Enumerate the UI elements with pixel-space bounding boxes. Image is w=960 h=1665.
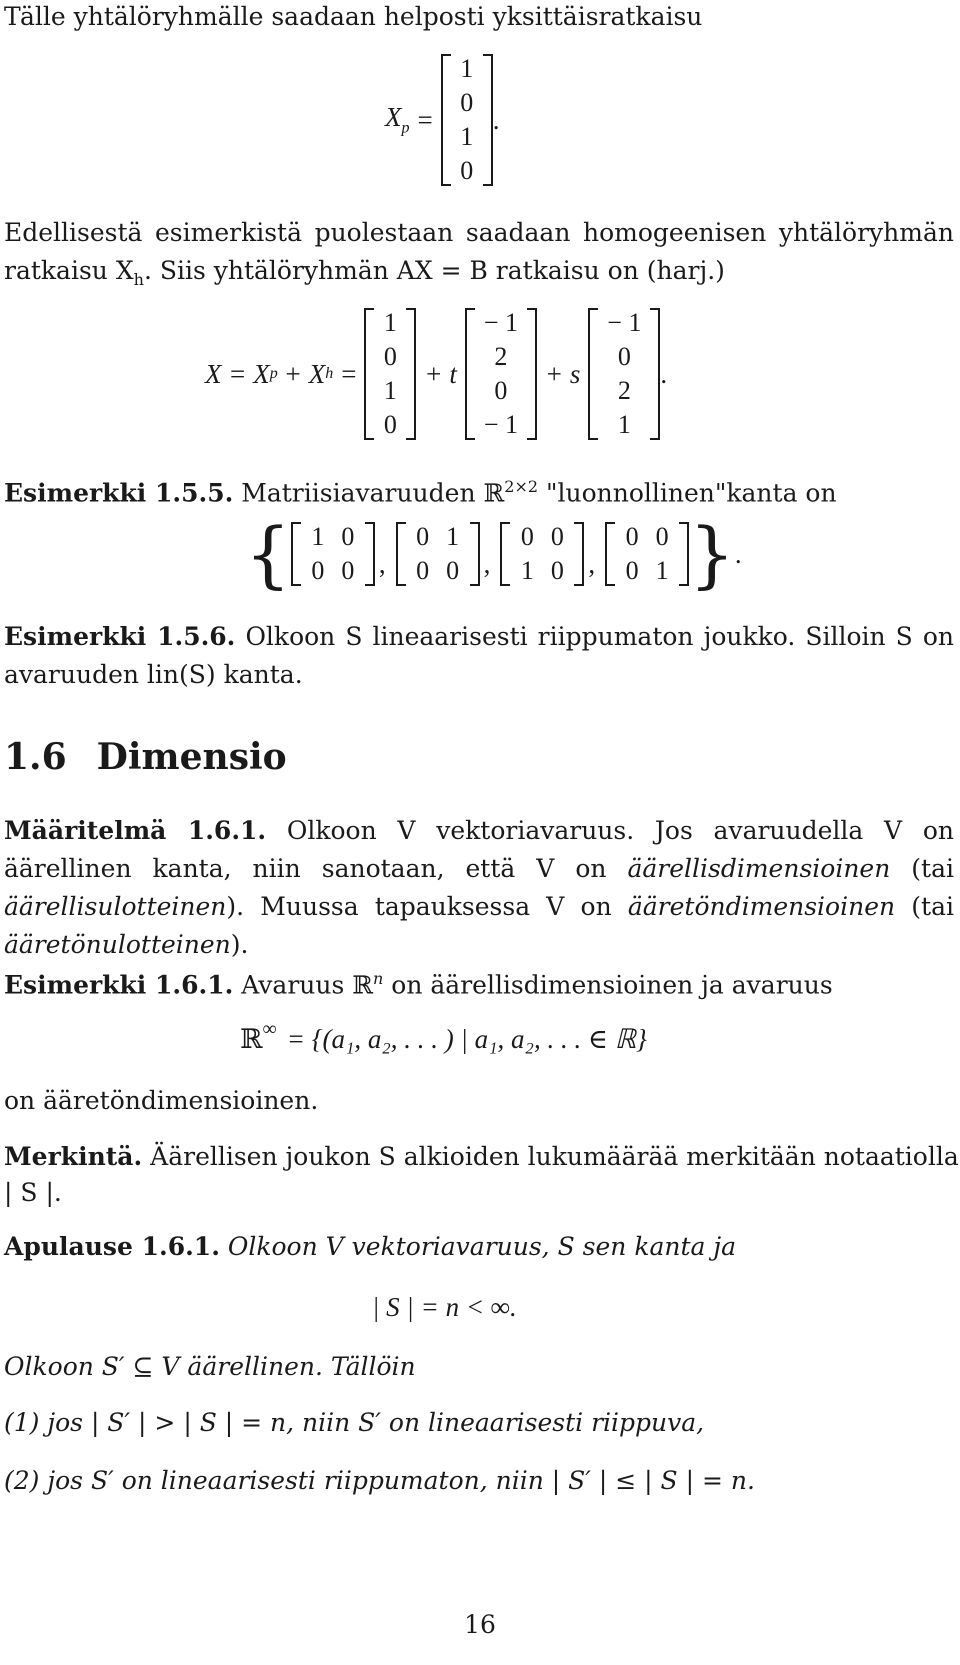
term-infinite-ulotteinen: ääretönulotteinen (4, 930, 231, 959)
basis-matrix-2 (396, 520, 480, 588)
comma: , (588, 548, 596, 579)
matrix-entry: 0 (625, 556, 639, 585)
x-lhs: X = X (205, 358, 270, 389)
notation-text: Äärellisen joukon S alkioiden lukumäärää merkitään notaatiolla (150, 1142, 959, 1171)
matrix-entry: 0 (416, 522, 430, 551)
matrix-entry: 1 (311, 522, 325, 551)
matrix-entry: 1 (446, 522, 460, 551)
example-label: Esimerkki 1.6.1. (4, 970, 234, 1000)
vector-1-entry: 1 (383, 308, 397, 337)
example-label: Esimerkki 1.5.6. (4, 622, 236, 651)
section-heading (4, 736, 317, 778)
lemma-label: Apulause 1.6.1. (4, 1232, 220, 1261)
vector-1-entry: 1 (383, 376, 397, 405)
definition-1-6-1 (4, 812, 954, 964)
xp-equals: = (417, 104, 433, 135)
vector-1-entry: 0 (383, 410, 397, 439)
notation-symbol: | S |. (4, 1178, 62, 1207)
notation-label: Merkintä. (4, 1142, 143, 1171)
basis-matrix-3 (500, 520, 584, 588)
lemma-equation: | S | = n < ∞. (372, 1292, 517, 1322)
x-sub-h: h (325, 365, 334, 382)
vector-2-entry: − 1 (483, 410, 518, 439)
example-1-5-5 (4, 470, 837, 510)
vector-2-entry: 0 (494, 376, 508, 405)
matrix-entry: 0 (655, 522, 669, 551)
term-finite-ulotteinen: äärellisulotteinen (4, 892, 227, 921)
example-1-5-6 (4, 618, 954, 694)
vector-1-entry: 0 (383, 342, 397, 371)
matrix-entry: 0 (550, 556, 564, 585)
xp-equation (385, 52, 499, 188)
definition-text: (tai (895, 892, 954, 921)
r-infinity-rhs: = {(a₁, a₂, . . . ) | a₁, a₂, . . . ∈ ℝ} (286, 1024, 647, 1054)
r-infinity-lhs: ℝ (240, 1024, 263, 1054)
section-number: 1.6 (4, 736, 67, 778)
page-number: 16 (464, 1610, 496, 1639)
xp-vector-entry: 1 (460, 122, 474, 151)
vector-3-entry: 2 (617, 376, 631, 405)
lemma-item-1: (1) jos | S′ | > | S | = n, niin S′ on lineaarisesti riippuva, (4, 1408, 705, 1437)
open-brace: { (245, 512, 291, 596)
x-sub-p: p (269, 365, 278, 382)
lemma-1-6-1 (4, 1230, 736, 1264)
basis-matrix-1 (291, 520, 375, 588)
matrix-entry: 0 (311, 556, 325, 585)
matrix-entry: 0 (550, 522, 564, 551)
matrix-entry: 1 (520, 556, 534, 585)
matrix-entry: 1 (655, 556, 669, 585)
xp-vector-entry: 0 (460, 156, 474, 185)
homogeneous-paragraph: Edellisestä esimerkistä puolestaan saadaan homogeenisen yhtälöryhmän ratkaisu $X_h$. Siis yhtälöryhmän AX = B ratkaisu on (harj.) (4, 218, 954, 289)
basis-matrix-4 (605, 520, 689, 588)
example-text: Matriisiavaruuden ℝ (241, 478, 505, 508)
vector-2 (465, 306, 537, 442)
general-solution-equation (205, 306, 667, 442)
plus-t: + t (424, 358, 457, 389)
xp-vector-entry: 1 (460, 54, 474, 83)
definition-text: ). Muussa tapauksessa V on (226, 892, 628, 921)
xp-vector-entry: 0 (460, 88, 474, 117)
xp-vector (441, 52, 493, 188)
xp-lhs: $X_p$ (385, 102, 410, 137)
x-plus-xh: + X (283, 358, 326, 389)
definition-text: ). (230, 930, 249, 959)
example-label: Esimerkki 1.5.5. (4, 478, 234, 508)
xp-period: . (492, 104, 500, 135)
basis-period: . (734, 538, 742, 569)
matrix-entry: 0 (341, 522, 355, 551)
vector-3-entry: − 1 (607, 308, 642, 337)
comma: , (378, 548, 386, 579)
section-title: Dimensio (96, 736, 287, 778)
vector-1 (364, 306, 416, 442)
close-brace: } (689, 512, 735, 596)
vector-2-entry: 2 (494, 342, 508, 371)
x-period: . (660, 358, 668, 389)
plus-s: + s (544, 358, 581, 389)
vector-3-entry: 1 (617, 410, 631, 439)
vector-3-entry: 0 (617, 342, 631, 371)
definition-label: Määritelmä 1.6.1. (4, 816, 267, 845)
r-infinity-equation (240, 1018, 647, 1055)
term-finite-dimensional: äärellisdimensioinen (627, 854, 891, 883)
example-1-6-1 (4, 962, 833, 1002)
x-equals: = (341, 358, 357, 389)
vector-2-entry: − 1 (483, 308, 518, 337)
example-text: on äärellisdimensioinen ja avaruus (383, 970, 833, 1000)
lemma-item-2: (2) jos S′ on lineaarisesti riippumaton, niin | S′ | ≤ | S | = n. (4, 1466, 755, 1495)
matrix-entry: 0 (520, 522, 534, 551)
lemma-text: Olkoon V vektoriavaruus, S sen kanta ja (227, 1232, 737, 1261)
term-infinite-dimensional: ääretöndimensioinen (627, 892, 896, 921)
matrix-entry: 0 (446, 556, 460, 585)
notation-block (4, 1140, 959, 1174)
definition-text: (tai (890, 854, 954, 883)
definition-text: Olkoon V vektoriavaruus. Jos avaruudella V on äärellinen kanta, niin sanotaan, että V on (4, 816, 954, 883)
example-text: Avaruus ℝ (241, 970, 374, 1000)
infinity-superscript: ∞ (262, 1018, 277, 1040)
matrix-entry: 0 (341, 556, 355, 585)
intro-line: Tälle yhtälöryhmälle saadaan helposti yksittäisratkaisu (4, 2, 703, 31)
matrix-entry: 0 (416, 556, 430, 585)
example-superscript: n (373, 969, 384, 988)
matrix-basis-set (245, 512, 742, 596)
example-text: Olkoon S lineaarisesti riippumaton joukko. Silloin S on avaruuden lin(S) kanta. (4, 622, 954, 689)
example-text: "luonnollinen"kanta on (538, 478, 837, 508)
matrix-entry: 0 (625, 522, 639, 551)
lemma-condition: Olkoon S′ ⊆ V äärellinen. Tällöin (4, 1352, 416, 1381)
example-superscript: 2×2 (504, 477, 539, 496)
vector-3 (588, 306, 660, 442)
infinite-dim-line: on ääretöndimensioinen. (4, 1086, 319, 1115)
comma: , (483, 548, 491, 579)
